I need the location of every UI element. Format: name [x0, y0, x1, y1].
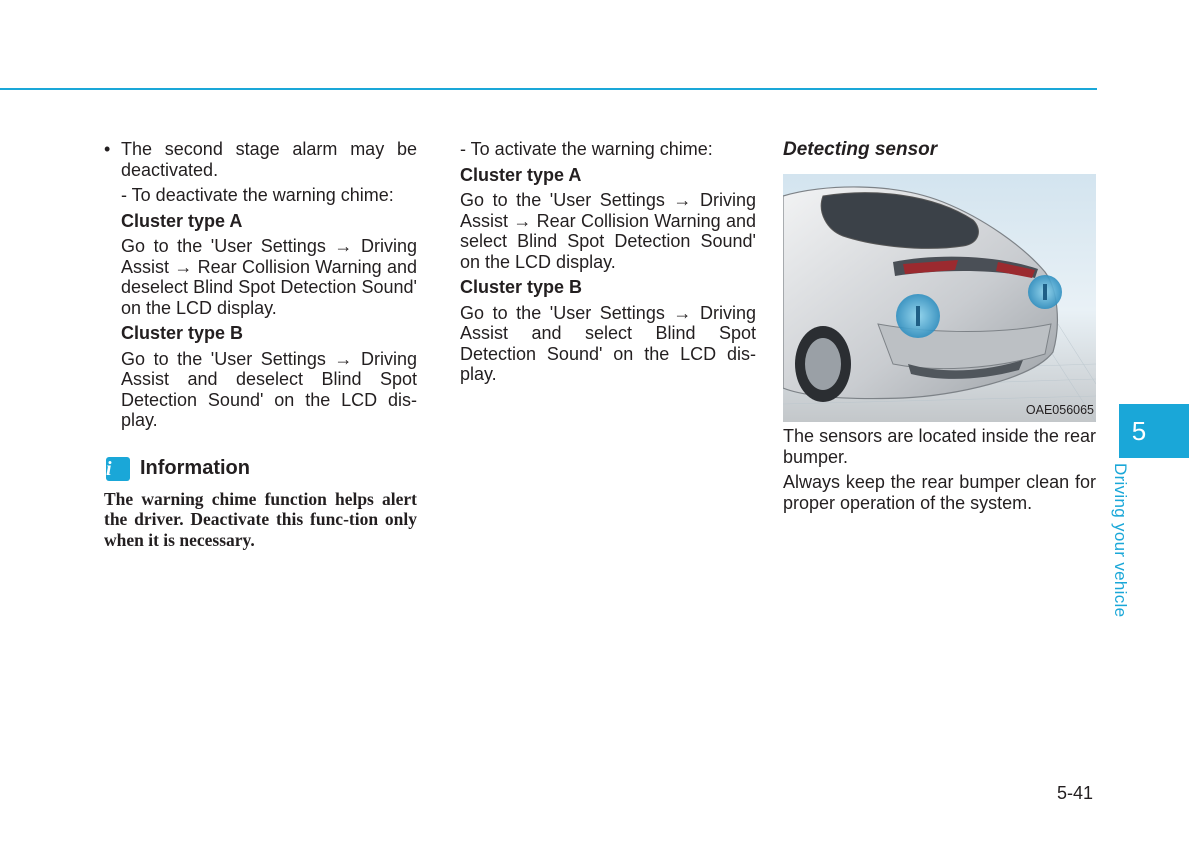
- cluster-b-text-2: Go to the 'User Settings → Driving Assist and select Blind Spot Detection Sound' on the LCD dis-play.: [460, 302, 756, 384]
- cluster-a-text: Go to the 'User Settings → Driving Assist → Rear Collision Warning and deselect Blind Spot Detection Sound' on the LCD display.: [121, 236, 417, 318]
- information-title: Information: [140, 457, 250, 480]
- cluster-b-heading-2: Cluster type B: [460, 277, 583, 297]
- sensor-location-text: The sensors are located inside the rear bumper.: [783, 426, 1096, 467]
- bumper-clean-text: Always keep the rear bumper clean for proper operation of the system.: [783, 472, 1096, 513]
- section-heading: Detecting sensor: [783, 139, 938, 160]
- cluster-a-heading: Cluster type A: [121, 210, 243, 231]
- bullet-item: [104, 139, 417, 180]
- column-2: [460, 139, 756, 385]
- cluster-a-text-2: Go to the 'User Settings → Driving Assist → Rear Collision Warning and select Blind Spot Detection Sound' on the LCD display.: [460, 190, 756, 272]
- bullet-text: The second stage alarm may be deactivated.: [121, 139, 417, 180]
- header-rule: [0, 88, 1097, 90]
- bullet-dot: •: [104, 139, 111, 159]
- information-body: The warning chime function helps alert the driver. Deactivate this func-tion only when it is necessary.: [104, 488, 417, 550]
- activate-intro: - To activate the warning chime:: [460, 139, 713, 159]
- column-3: [783, 139, 1096, 513]
- chapter-label: Driving your vehicle: [1111, 463, 1130, 618]
- column-1: [104, 139, 417, 550]
- cluster-b-text: Go to the 'User Settings → Driving Assist and deselect Blind Spot Detection Sound' on the LCD dis-play.: [121, 348, 417, 430]
- cluster-b-heading: Cluster type B: [121, 323, 244, 343]
- deactivate-intro: - To deactivate the warning chime:: [121, 185, 394, 205]
- information-header: [104, 457, 417, 481]
- chapter-number: 5: [1131, 416, 1147, 446]
- information-icon: i: [106, 457, 130, 481]
- rear-bumper-figure: [783, 174, 1096, 422]
- page-number: 5-41: [1056, 783, 1093, 803]
- cluster-a-heading-2: Cluster type A: [460, 164, 582, 185]
- car-rear-illustration: [783, 174, 1096, 422]
- chapter-label-container: [1111, 463, 1149, 623]
- chapter-tab: [1119, 404, 1189, 458]
- figure-code: OAE056065: [1025, 402, 1094, 417]
